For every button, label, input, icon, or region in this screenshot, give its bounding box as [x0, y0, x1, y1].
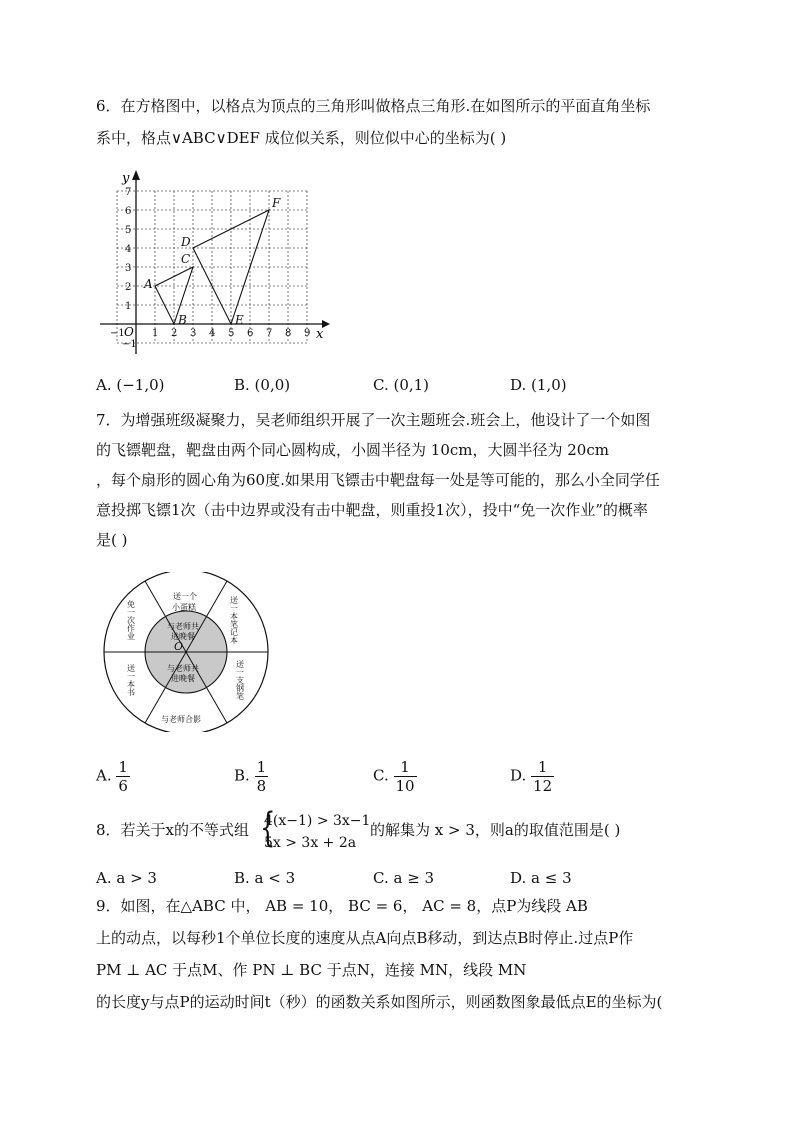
y-axis-arrow-icon — [132, 170, 140, 180]
q7-option-b: B. $\frac{1}{8}$ — [234, 758, 267, 795]
q8-inequality-1: 4(x−1) > 3x−1 — [264, 813, 371, 829]
y-tick-label: 7 — [125, 187, 132, 198]
q7-dartboard — [101, 572, 271, 732]
q6-coordinate-graph — [100, 168, 340, 358]
q7-line-1: 7．为增强班级凝聚力，吴老师组织开展了一次主题班会.班会上，他设计了一个如图 — [96, 411, 651, 429]
x-tick-label: 7 — [266, 328, 273, 339]
q8-suffix: 的解集为 x > 3，则a的取值范围是( ) — [370, 821, 621, 839]
sector-notebook-label: 送一本笔记本 — [229, 596, 239, 644]
q8-option-b: B. a < 3 — [234, 869, 296, 887]
sector-photo-label: 与老师合影 — [161, 715, 201, 724]
x-tick-label: −1 — [110, 328, 125, 339]
q6-option-d: D. (1,0) — [510, 376, 567, 394]
dartboard-center-label: O — [174, 640, 184, 653]
point-label-d: D — [181, 235, 191, 249]
sector-book-label: 送一本书 — [126, 664, 136, 696]
y-tick-label: 6 — [125, 206, 132, 217]
q8-prefix: 8．若关于x的不等式组 — [96, 821, 250, 839]
q8-inequality-2: 5x > 3x + 2a — [264, 835, 357, 851]
x-tick-label: 2 — [171, 328, 178, 339]
inner-dinner-label-2a: 与老师共 — [167, 664, 199, 673]
y-tick-label: 2 — [125, 282, 132, 293]
q7-line-3: ，每个扇形的圆心角为60度.如果用飞镖击中靶盘每一处是等可能的，那么小全同学任 — [96, 471, 660, 489]
x-tick-label: 3 — [190, 328, 197, 339]
sector-pen-label: 送一支钢笔 — [235, 660, 245, 700]
origin-label: O — [124, 325, 134, 339]
q9-line-2: 上的动点，以每秒1个单位长度的速度从点A向点B移动，到达点B时停止.过点P作 — [96, 929, 634, 947]
x-tick-label: 8 — [285, 328, 292, 339]
inner-dinner-label-2b: 进晚餐 — [171, 674, 195, 683]
y-axis-label: y — [122, 171, 130, 186]
point-label-e: E — [235, 313, 244, 327]
q8-option-c: C. a ≥ 3 — [373, 869, 435, 887]
point-label-c: C — [181, 252, 191, 266]
inner-dinner-label-1b: 进晚餐 — [171, 632, 195, 641]
y-tick-label: 4 — [125, 244, 132, 255]
point-label-b: B — [178, 313, 187, 327]
q9-line-4: 的长度y与点P的运动时间t（秒）的函数关系如图所示，则函数图象最低点E的坐标为( — [96, 993, 663, 1011]
inner-dinner-label-1a: 与老师共 — [167, 622, 199, 631]
sector-homework-label: 免一次作业 — [126, 600, 136, 640]
x-tick-label: 9 — [304, 328, 311, 339]
sector-cake-label-2: 小蛋糕 — [172, 603, 196, 612]
q6-option-b: B. (0,0) — [234, 376, 291, 394]
q8-option-a: A. a > 3 — [96, 869, 157, 887]
y-tick-label: 3 — [125, 263, 132, 274]
x-axis-label: x — [316, 327, 324, 342]
x-tick-label: 4 — [209, 328, 216, 339]
q7-line-4: 意投掷飞镖1次（击中边界或没有击中靶盘，则重投1次），投中“免一次作业”的概率 — [96, 501, 648, 519]
point-label-f: F — [272, 196, 281, 210]
q8-brace: { — [260, 805, 276, 851]
q9-line-3: PM ⊥ AC 于点M、作 PN ⊥ BC 于点N，连接 MN，线段 MN — [96, 961, 527, 979]
q6-line-2: 系中，格点∨ABC∨DEF 成位似关系，则位似中心的坐标为( ) — [96, 129, 507, 147]
q9-line-1: 9．如图，在△ABC 中， AB = 10， BC = 6， AC = 8，点P为线段 AB — [96, 897, 588, 915]
q7-option-a: A. $\frac{1}{6}$ — [96, 758, 128, 795]
x-tick-label: 6 — [247, 328, 254, 339]
y-tick-label: −1 — [122, 339, 137, 350]
q7-option-d: D. $\frac{1}{12}$ — [510, 758, 553, 795]
q6-line-1: 6．在方格图中，以格点为顶点的三角形叫做格点三角形.在如图所示的平面直角坐标 — [96, 97, 651, 115]
y-tick-label: 5 — [125, 225, 132, 236]
q6-option-c: C. (0,1) — [373, 376, 430, 394]
x-tick-label: 1 — [152, 328, 159, 339]
y-tick-label: 1 — [125, 301, 132, 312]
q7-line-2: 的飞镖靶盘，靶盘由两个同心圆构成，小圆半径为 10cm，大圆半径为 20cm — [96, 441, 609, 459]
sector-cake-label-1: 送一个 — [173, 592, 197, 601]
q8-option-d: D. a ≤ 3 — [510, 869, 572, 887]
q7-line-5: 是( ) — [96, 531, 128, 549]
q7-option-c: C. $\frac{1}{10}$ — [373, 758, 415, 795]
point-label-a: A — [144, 277, 153, 291]
q6-option-a: A. (−1,0) — [96, 376, 165, 394]
x-tick-label: 5 — [228, 328, 235, 339]
